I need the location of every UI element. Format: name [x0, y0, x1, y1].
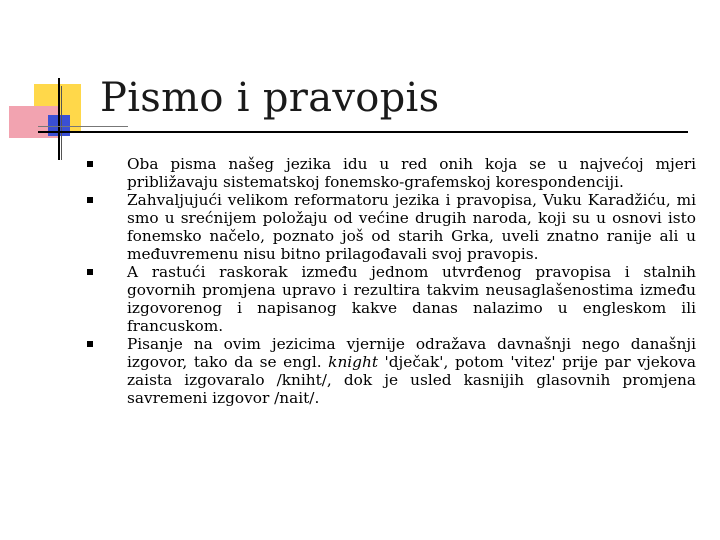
decor-vertical-line-thin	[61, 86, 62, 160]
square-bullet-icon	[87, 341, 93, 347]
decor-gray-line	[38, 126, 128, 127]
square-bullet-icon	[87, 161, 93, 167]
bullet-text-4-before: Pisanje na ovim jezicima vjernije odražava davnašnji nego današnji izgovor, tako da se engl.	[127, 335, 696, 371]
bullet-text-1: Oba pisma našeg jezika idu u red onih koja se u najvećoj mjeri približavaju sistematskoj fonemsko-grafemskoj korespondenciji.	[127, 155, 696, 191]
square-bullet-icon	[87, 269, 93, 275]
bullet-text-2: Zahvaljujući velikom reformatoru jezika i pravopisa, Vuku Karadžiću, mi smo u srećnijem položaju od većine drugih naroda, koji su u osnovi isto fonemsko načelo, poznato još od starih Grka, uveli znatno ranije ali u međuvremenu nisu bitno prilagođavali svoj pravopis.	[127, 191, 696, 263]
slide-title: Pismo i pravopis	[100, 75, 440, 121]
bullet-item-4	[86, 335, 696, 407]
bullet-text-3: A rastući raskorak između jednom utvrđenog pravopisa i stalnih govornih promjena upravo i rezultira takvim neusaglašenostima između izgovorenog i napisanog kakve danas nalazimo u engleskom ili francuskom.	[127, 263, 696, 335]
bullet-item-3	[86, 263, 696, 335]
bullet-item-1	[86, 155, 696, 191]
decor-vertical-line	[58, 78, 60, 160]
title-underline	[38, 131, 688, 133]
bullet-text-4-keyword: knight	[328, 353, 378, 371]
bullet-text-4-after: 'dječak', potom 'vitez' prije par vjekova zaista izgovaralo /kniht/, dok je usled kasnijih glasovnih promjena savremeni izgovor /nait/.	[127, 353, 696, 407]
bullet-list	[86, 155, 696, 407]
bullet-item-2	[86, 191, 696, 263]
square-bullet-icon	[87, 197, 93, 203]
